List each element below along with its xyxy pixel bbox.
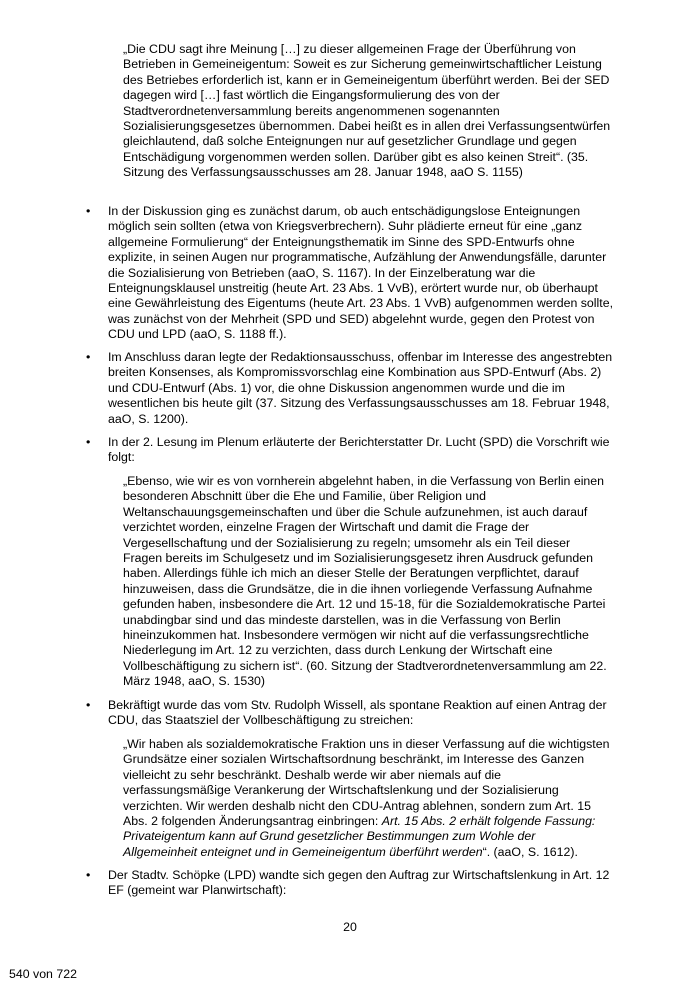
bullet-marker: • xyxy=(86,350,91,364)
page-number: 20 xyxy=(343,920,357,934)
bullet-marker: • xyxy=(86,868,91,882)
quote-wissell-text: „Wir haben als sozialdemokratische Fraktion uns in dieser Verfassung auf die wichtigsten Grundsätze einer sozialen Wirtschaftsordnung beschränkt, im Interesse des Ganzen vielleicht zu sehr beschränkt. Deshalb werde wir aber niemals auf die verfassungsmäßige Verankerung der Wirtschaftslenkung und der Sozialisierung verzichten. Wir werden deshalb nicht den CDU-Antrag ablehnen, sondern zum Art. 15 Abs. 2 folgenden Änderungsantrag einbringen: xyxy=(123,737,610,829)
bullet-marker: • xyxy=(86,204,91,218)
bullet-editorial-committee: Im Anschluss daran legte der Redaktionsausschuss, offenbar im Interesse des angestrebten breiten Konsenses, als Kompromissvorschlag eine Kombination aus SPD-Entwurf (Abs. 2) und CDU-Entwurf (Abs. 1) vor, die ohne Diskussion angenommen wurde und die im wesentlichen bis heute gilt (37. Sitzung des Verfassungsausschusses am 18. Februar 1948, aaO, S. 1200). xyxy=(108,350,613,426)
quote-lucht-statement: „Ebenso, wie wir es von vornherein abgelehnt haben, in die Verfassung von Berlin einen besonderen Abschnitt über die Ehe und Familie, über Religion und Weltanschauungsgemeinschaften und über die Schule aufzunehmen, ist auch darauf verzichtet worden, einzelne Fragen der Wirtschaft und damit die Frage der Vergesellschaftung und der Sozialisierung zu regeln; umsomehr als ein Teil dieser Fragen bereits im Schulgesetz und im Sozialisierungsgesetz ihren Ausdruck gefunden haben. Allerdings fühle ich mich an dieser Stelle der Beratungen verpflichtet, darauf hinzuweisen, dass die Grundsätze, die in die ihnen vorliegende Verfassung Aufnahme gefunden haben, insbesondere die Art. 12 und 15-18, für die Sozialdemokratische Partei unabdingbar sind und das mindeste darstellen, was in die Verfassung von Berlin hineinzukommen hat. Insbesondere vermögen wir nicht auf die verfassungsrechtliche Niederlegung im Art. 12 zu verzichten, dass durch Lenkung der Wirtschaft eine Vollbeschäftigung zu sichern ist“. (60. Sitzung der Stadtverordnetenversammlung am 22. März 1948, aaO, S. 1530) xyxy=(123,474,607,689)
bullet-second-reading: In der 2. Lesung im Plenum erläuterte der Berichterstatter Dr. Lucht (SPD) die Vorschrift wie folgt: xyxy=(108,435,610,465)
quote-wissell-citation: “. (aaO, S. 1612). xyxy=(482,844,578,859)
bullet-marker: • xyxy=(86,698,91,712)
quote-wissell-amendment: Art. 15 Abs. 2 erhält folgende Fassung: Privateigentum kann auf Grund gesetzlicher Bestimmungen zum Wohle der Allgemeinheit enteignet und in Gemeineigentum überführt werden xyxy=(123,814,596,859)
quote-wissell-statement xyxy=(123,737,612,860)
bullet-marker: • xyxy=(86,435,91,449)
bullet-wissell-reaction: Bekräftigt wurde das vom Stv. Rudolph Wissell, als spontane Reaktion auf einen Antrag der CDU, das Staatsziel der Vollbeschäftigung zu streichen: xyxy=(108,698,607,728)
bullet-schoepke: Der Stadtv. Schöpke (LPD) wandte sich gegen den Auftrag zur Wirtschaftslenkung in Art. 12 EF (gemeint war Planwirtschaft): xyxy=(108,868,610,898)
quote-cdu-statement: „Die CDU sagt ihre Meinung […] zu dieser allgemeinen Frage der Überführung von Betrieben in Gemeineigentum: Soweit es zur Sicherung gemeinwirtschaftlicher Leistung des Betriebes erforderlich ist, kann er in Gemeineigentum überführt werden. Bei der SED dagegen wird […] fast wörtlich die Eingangsformulierung des von der Stadtverordnetenversammlung bereits angenommenen sogenannten Sozialisierungsgesetzes übernommen. Dabei heißt es in allen drei Verfassungsentwürfen gleichlautend, daß solche Enteignungen nur auf gesetzlicher Grundlage und gegen Entschädigung vorgenommen werden sollen. Darüber gibt es also keinen Streit“. (35. Sitzung des Verfassungsausschusses am 28. Januar 1948, aaO S. 1155) xyxy=(123,42,611,180)
page-counter: 540 von 722 xyxy=(9,967,77,981)
bullet-discussion-expropriation: In der Diskussion ging es zunächst darum, ob auch entschädigungslose Enteignungen möglich sein sollten (etwa von Kriegsverbrechern). Suhr plädierte erneut für eine „ganz allgemeine Formulierung“ der Enteignungsthematik im Sinne des SPD-Entwurfs ohne explizite, in seinen Augen nur programmatische, Aufzählung der Anwendungsfälle, darunter die Sozialisierung von Betrieben (aaO, S. 1167). In der Einzelberatung war die Enteignungsklausel unstreitig (heute Art. 23 Abs. 1 VvB), erörtert wurde nur, ob überhaupt eine Gewährleistung des Eigentums (heute Art. 23 Abs. 1 VvB) aufgenommen werden sollte, was zunächst von der Mehrheit (SPD und SED) abgelehnt wurde, gegen den Protest von CDU und LPD (aaO, S. 1188 ff.). xyxy=(108,204,614,342)
